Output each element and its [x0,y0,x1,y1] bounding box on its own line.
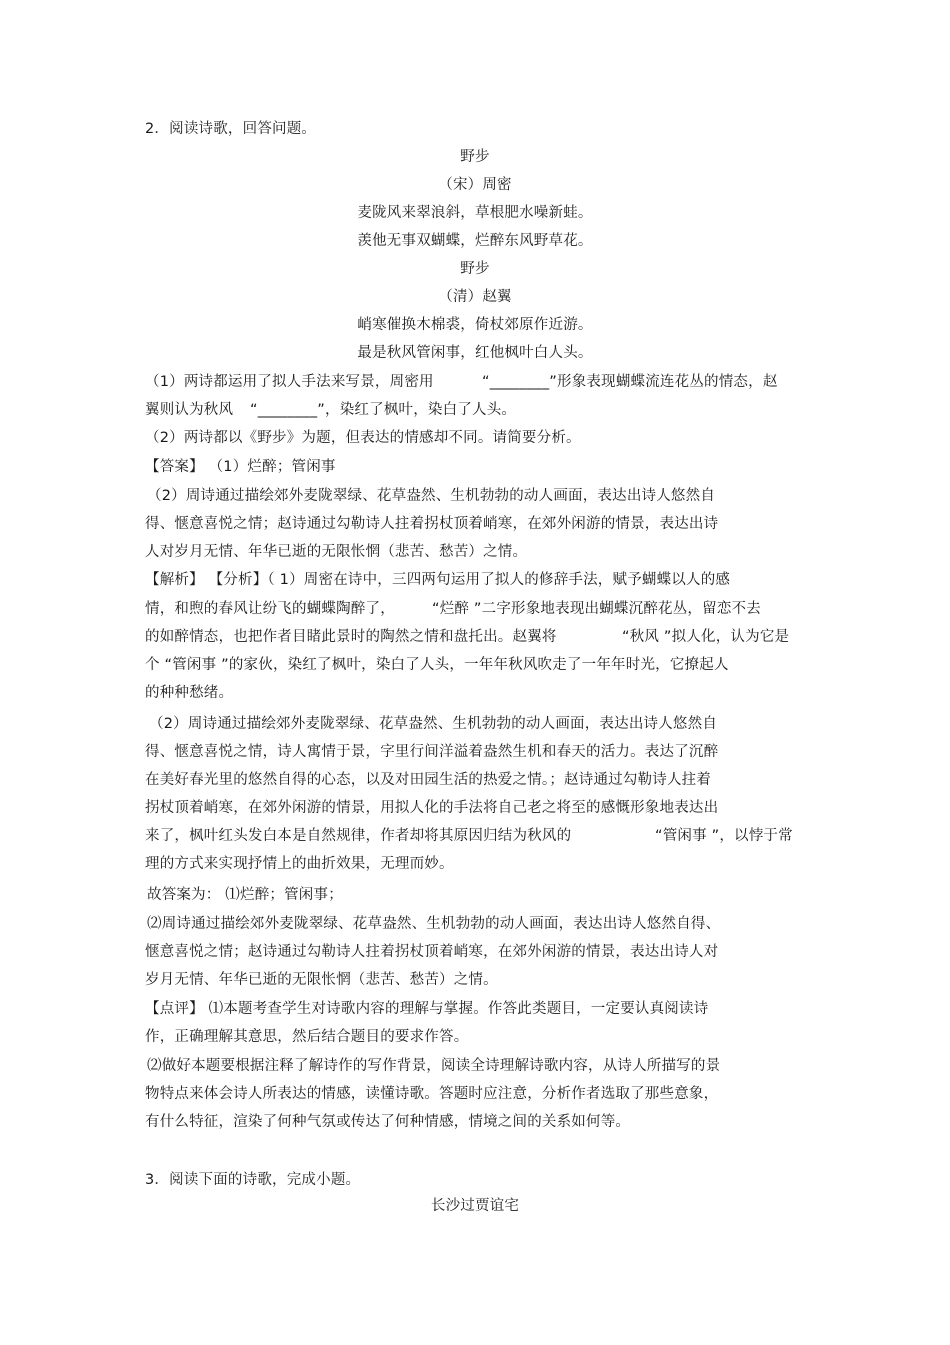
analysis-2-line-6: 理的方式来实现抒情上的曲折效果，无理而妙。 [145,856,454,872]
analysis-line-3a: 的如醉情态，也把作者目睹此景时的陶然之情和盘托出。赵翼将 [145,629,557,645]
sub-question-2: （2）两诗都以《野步》为题，但表达的情感却不同。请简要分析。 [145,430,581,446]
sub-question-1-line-1a: （1）两诗都运用了拟人手法来写景，周密用 [145,374,434,390]
poem-2-line-2: 最是秋风管闲事，红他枫叶白人头。 [357,345,593,361]
analysis-2-line-5a: 来了，枫叶红头发白本是自然规律，作者却将其原因归结为秋风的 [145,828,572,844]
final-answer-line-3: 惬意喜悦之情；赵诗通过勾勒诗人拄着拐杖顶着峭寒，在郊外闲游的情景，表达出诗人对 [145,944,719,960]
poem-1-title: 野步 [460,149,490,165]
analysis-line-4: 个 “管闲事 ”的家伙，染红了枫叶，染白了人头，一年年秋风吹走了一年年时光，它撩起人 [145,657,729,673]
analysis-2-line-5b: “管闲事 ”，以悖于常 [655,828,793,844]
sub-question-1-line-1b: “________”形象表现蝴蝶流连花丛的情态，赵 [482,374,778,390]
answer-line: 【答案】 （1）烂醉；管闲事 [145,459,336,475]
poem-2-author: （清）赵翼 [438,289,512,305]
poem-1-line-1: 麦陇风来翠浪斜，草根肥水噪新蛙。 [357,205,593,221]
answer-2-line-3: 人对岁月无情、年华已逝的无限怅惘（悲苦、愁苦）之情。 [145,544,528,560]
analysis-2-line-3: 在美好春光里的悠然自得的心态，以及对田园生活的热爱之情。；赵诗通过勾勒诗人拄着 [145,772,712,788]
analysis-line-3b: “秋风 ”拟人化，认为它是 [622,629,790,645]
poem-3-title: 长沙过贾谊宅 [430,1198,520,1214]
analysis-line-1: 【解析】 【分析】（ 1）周密在诗中，三四两句运用了拟人的修辞手法，赋予蝴蝶以人的感 [145,572,731,588]
sub-question-1-line-2b: “________”，染红了枫叶，染白了人头。 [250,402,517,418]
comment-line-1: 【点评】 ⑴本题考查学生对诗歌内容的理解与掌握。作答此类题目，一定要认真阅读诗 [145,1001,709,1017]
comment-line-5: 有什么特征，渲染了何种气氛或传达了何种情感，情境之间的关系如何等。 [145,1114,631,1130]
answer-2-line-2: 得、惬意喜悦之情；赵诗通过勾勒诗人拄着拐杖顶着峭寒，在郊外闲游的情景，表达出诗 [145,516,719,532]
analysis-line-5: 的种种愁绪。 [145,685,234,701]
final-answer-line-4: 岁月无情、年华已逝的无限怅惘（悲苦、愁苦）之情。 [145,972,498,988]
answer-2-line-1: （2）周诗通过描绘郊外麦陇翠绿、花草盎然、生机勃勃的动人画面，表达出诗人悠然自 [147,488,716,504]
analysis-line-2a: 情，和煦的春风让纷飞的蝴蝶陶醉了， [145,601,395,617]
analysis-2-line-4: 拐杖顶着峭寒，在郊外闲游的情景，用拟人化的手法将自己老之将至的感慨形象地表达出 [145,800,719,816]
final-answer-line-1: 故答案为： ⑴烂醉；管闲事； [147,887,343,903]
sub-question-1-line-2a: 翼则认为秋风 [145,402,234,418]
poem-2-line-1: 峭寒催换木棉裘，倚杖郊原作近游。 [357,317,593,333]
analysis-line-2b: “烂醉 ”二字形象地表现出蝴蝶沉醉花丛，留恋不去 [432,601,761,617]
analysis-2-line-2: 得、惬意喜悦之情，诗人寓情于景，字里行间洋溢着盎然生机和春天的活力。表达了沉醉 [145,744,719,760]
final-answer-line-2: ⑵周诗通过描绘郊外麦陇翠绿、花草盎然、生机勃勃的动人画面，表达出诗人悠然自得、 [147,916,721,932]
poem-1-author: （宋）周密 [438,177,512,193]
comment-line-4: 物特点来体会诗人所表达的情感，读懂诗歌。答题时应注意，分析作者选取了那些意象， [145,1086,719,1102]
poem-1-line-2: 羡他无事双蝴蝶，烂醉东风野草花。 [357,233,593,249]
question-3-header: 3．阅读下面的诗歌，完成小题。 [145,1172,361,1188]
analysis-2-line-1: （2）周诗通过描绘郊外麦陇翠绿、花草盎然、生机勃勃的动人画面，表达出诗人悠然自 [149,716,718,732]
comment-line-3: ⑵做好本题要根据注释了解诗作的写作背景，阅读全诗理解诗歌内容，从诗人所描写的景 [147,1058,721,1074]
question-2-header: 2．阅读诗歌，回答问题。 [145,121,317,137]
comment-line-2: 作，正确理解其意思，然后结合题目的要求作答。 [145,1029,469,1045]
poem-2-title: 野步 [460,261,490,277]
